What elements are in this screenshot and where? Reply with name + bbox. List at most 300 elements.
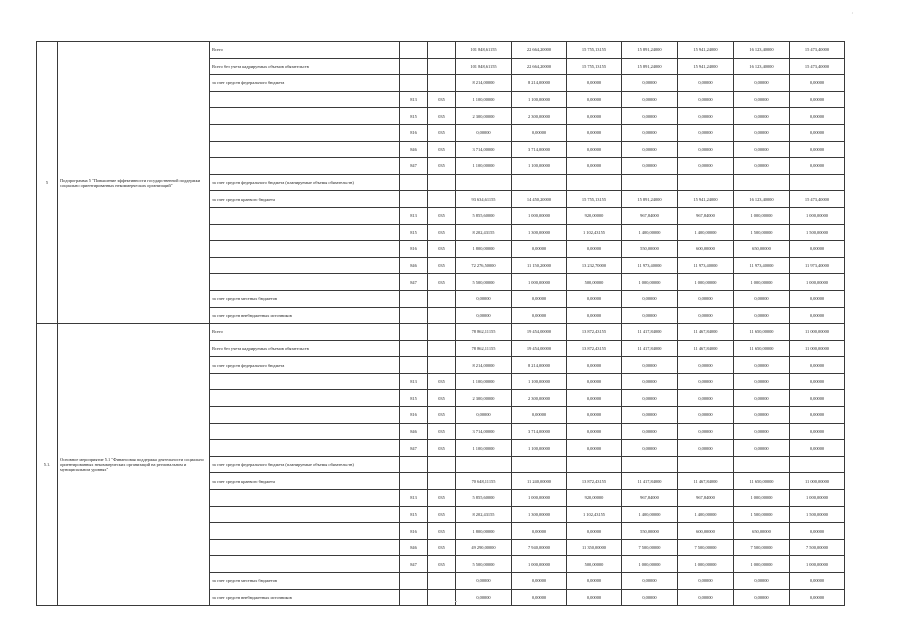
amount-cell <box>512 456 567 473</box>
section-code-cell: 035 <box>428 158 456 175</box>
amount-cell: 1 500,00000 <box>790 506 845 523</box>
section-code-cell: 035 <box>428 523 456 540</box>
amount-cell <box>734 174 790 191</box>
amount-cell: 0,00000 <box>678 589 734 606</box>
amount-cell: 15 941,24000 <box>678 42 734 59</box>
amount-cell: 78 862,11155 <box>456 340 512 357</box>
amount-cell: 16 123,40000 <box>734 42 790 59</box>
row-description: за счет средств федерального бюджета (планируемые объемы обязательств) <box>210 174 400 191</box>
amount-cell: 0,00000 <box>734 307 790 324</box>
scan-speck <box>455 601 457 602</box>
amount-cell: 13 872,43155 <box>567 473 622 490</box>
amount-cell: 0,00000 <box>622 589 678 606</box>
amount-cell: 15 891,24000 <box>622 191 678 208</box>
amount-cell: 650,00000 <box>734 523 790 540</box>
amount-cell <box>512 174 567 191</box>
amount-cell: 22 664,20000 <box>512 58 567 75</box>
amount-cell: 8 214,00000 <box>512 357 567 374</box>
amount-cell: 0,00000 <box>734 573 790 590</box>
amount-cell: 1 400,00000 <box>622 224 678 241</box>
amount-cell: 3 714,00000 <box>512 141 567 158</box>
row-description <box>210 91 400 108</box>
amount-cell: 0,00000 <box>678 141 734 158</box>
amount-cell: 0,00000 <box>622 290 678 307</box>
amount-cell <box>622 456 678 473</box>
amount-cell: 1 100,00000 <box>456 158 512 175</box>
grbs-code-cell: 847 <box>400 158 428 175</box>
section-code-cell: 035 <box>428 224 456 241</box>
amount-cell: 1 100,00000 <box>456 440 512 457</box>
amount-cell: 0,00000 <box>678 373 734 390</box>
amount-cell: 0,00000 <box>790 407 845 424</box>
amount-cell: 11 973,40000 <box>734 257 790 274</box>
amount-cell: 920,00000 <box>567 490 622 507</box>
amount-cell: 0,00000 <box>567 523 622 540</box>
amount-cell: 0,00000 <box>790 241 845 258</box>
amount-cell: 920,00000 <box>567 207 622 224</box>
section-code-cell: 035 <box>428 91 456 108</box>
amount-cell: 0,00000 <box>734 423 790 440</box>
section-code-cell: 035 <box>428 539 456 556</box>
amount-cell: 15 473,40000 <box>790 191 845 208</box>
amount-cell: 0,00000 <box>567 290 622 307</box>
amount-cell: 0,00000 <box>622 307 678 324</box>
grbs-code-cell: 813 <box>400 207 428 224</box>
row-description <box>210 423 400 440</box>
amount-cell: 1 000,00000 <box>622 556 678 573</box>
row-description <box>210 257 400 274</box>
section-code-cell: 035 <box>428 124 456 141</box>
amount-cell: 967,84000 <box>678 207 734 224</box>
amount-cell: 13 232,70000 <box>567 257 622 274</box>
amount-cell: 967,84000 <box>622 207 678 224</box>
grbs-code-cell: 847 <box>400 556 428 573</box>
amount-cell: 0,00000 <box>622 407 678 424</box>
amount-cell: 1 400,00000 <box>622 506 678 523</box>
amount-cell: 15 941,24000 <box>678 191 734 208</box>
amount-cell: 0,00000 <box>512 124 567 141</box>
amount-cell <box>678 456 734 473</box>
amount-cell: 0,00000 <box>512 573 567 590</box>
amount-cell: 11 650,00000 <box>734 473 790 490</box>
amount-cell: 0,00000 <box>734 390 790 407</box>
amount-cell: 2 300,00000 <box>512 108 567 125</box>
amount-cell <box>567 456 622 473</box>
row-description: за счет средств внебюджетных источников <box>210 307 400 324</box>
grbs-code-cell <box>400 357 428 374</box>
section-code-cell: 035 <box>428 241 456 258</box>
amount-cell: 0,00000 <box>790 523 845 540</box>
section-code-cell: 035 <box>428 390 456 407</box>
amount-cell: 1 000,00000 <box>790 556 845 573</box>
amount-cell: 0,00000 <box>622 108 678 125</box>
row-description <box>210 224 400 241</box>
section-name: Основное мероприятие 5.1 "Финансовая поддержка деятельности социально ориентированных некоммерческих организаций на региональном и муниципальном уровнях" <box>58 324 210 606</box>
amount-cell: 0,00000 <box>567 390 622 407</box>
row-description <box>210 207 400 224</box>
section-code-cell <box>428 357 456 374</box>
amount-cell: 3 714,00000 <box>456 423 512 440</box>
row-description: за счет средств федерального бюджета <box>210 357 400 374</box>
amount-cell: 0,00000 <box>678 407 734 424</box>
amount-cell: 0,00000 <box>456 307 512 324</box>
amount-cell: 1 100,00000 <box>512 440 567 457</box>
amount-cell: 0,00000 <box>622 158 678 175</box>
grbs-code-cell <box>400 340 428 357</box>
row-description <box>210 556 400 573</box>
amount-cell: 1 000,00000 <box>512 207 567 224</box>
amount-cell: 101 848,61155 <box>456 58 512 75</box>
amount-cell: 1 000,00000 <box>734 274 790 291</box>
row-description <box>210 373 400 390</box>
section-code-cell <box>428 42 456 59</box>
amount-cell: 11 350,00000 <box>567 539 622 556</box>
amount-cell: 1 000,00000 <box>734 556 790 573</box>
grbs-code-cell <box>400 174 428 191</box>
amount-cell <box>790 456 845 473</box>
section-code-cell: 035 <box>428 490 456 507</box>
amount-cell <box>456 174 512 191</box>
amount-cell: 15 891,24000 <box>622 58 678 75</box>
amount-cell: 8 202,43155 <box>456 224 512 241</box>
amount-cell: 0,00000 <box>512 589 567 606</box>
grbs-code-cell <box>400 75 428 92</box>
grbs-code-cell <box>400 573 428 590</box>
amount-cell: 0,00000 <box>567 357 622 374</box>
amount-cell: 0,00000 <box>790 440 845 457</box>
amount-cell: 0,00000 <box>678 290 734 307</box>
row-description <box>210 390 400 407</box>
amount-cell: 1 000,00000 <box>678 556 734 573</box>
amount-cell: 0,00000 <box>512 290 567 307</box>
amount-cell: 11 973,40000 <box>790 257 845 274</box>
amount-cell: 0,00000 <box>790 290 845 307</box>
amount-cell: 1 500,00000 <box>734 506 790 523</box>
row-description: Всего <box>210 324 400 341</box>
section-code-cell: 035 <box>428 440 456 457</box>
amount-cell: 0,00000 <box>567 407 622 424</box>
amount-cell: 11 417,84000 <box>622 324 678 341</box>
amount-cell: 1 100,00000 <box>512 91 567 108</box>
amount-cell: 0,00000 <box>512 407 567 424</box>
amount-cell: 1 100,00000 <box>456 373 512 390</box>
amount-cell: 500,00000 <box>567 274 622 291</box>
budget-table <box>36 41 845 606</box>
section-code-cell <box>428 589 456 606</box>
grbs-code-cell: 816 <box>400 124 428 141</box>
amount-cell: 0,00000 <box>734 357 790 374</box>
section-code-cell <box>428 58 456 75</box>
section-code-cell: 035 <box>428 108 456 125</box>
table-row <box>37 42 845 59</box>
row-description <box>210 506 400 523</box>
amount-cell: 0,00000 <box>790 390 845 407</box>
row-description: Всего без учета кадрируемых объемов обязательств <box>210 58 400 75</box>
amount-cell: 19 454,00000 <box>512 324 567 341</box>
amount-cell: 0,00000 <box>790 357 845 374</box>
row-description: Всего <box>210 42 400 59</box>
amount-cell <box>456 456 512 473</box>
amount-cell: 0,00000 <box>456 573 512 590</box>
amount-cell: 0,00000 <box>622 373 678 390</box>
amount-cell: 0,00000 <box>790 423 845 440</box>
amount-cell: 1 400,00000 <box>678 224 734 241</box>
section-code-cell: 035 <box>428 423 456 440</box>
amount-cell: 0,00000 <box>567 141 622 158</box>
grbs-code-cell <box>400 42 428 59</box>
amount-cell: 8 202,43155 <box>456 506 512 523</box>
amount-cell: 0,00000 <box>678 75 734 92</box>
amount-cell: 11 417,84000 <box>622 340 678 357</box>
amount-cell: 0,00000 <box>790 158 845 175</box>
amount-cell: 0,00000 <box>678 307 734 324</box>
amount-cell: 650,00000 <box>734 241 790 258</box>
amount-cell: 72 276,50000 <box>456 257 512 274</box>
section-code-cell <box>428 191 456 208</box>
amount-cell: 2 300,00000 <box>512 390 567 407</box>
section-code-cell <box>428 290 456 307</box>
amount-cell: 600,00000 <box>678 523 734 540</box>
section-code-cell: 035 <box>428 556 456 573</box>
amount-cell: 0,00000 <box>456 124 512 141</box>
row-description: за счет средств местных бюджетов <box>210 573 400 590</box>
amount-cell: 2 300,00000 <box>456 390 512 407</box>
amount-cell: 11 973,40000 <box>622 257 678 274</box>
amount-cell: 5 500,00000 <box>456 274 512 291</box>
amount-cell: 22 664,20000 <box>512 42 567 59</box>
grbs-code-cell <box>400 324 428 341</box>
amount-cell: 11 000,00000 <box>790 473 845 490</box>
amount-cell: 11 467,84000 <box>678 324 734 341</box>
grbs-code-cell: 847 <box>400 274 428 291</box>
amount-cell: 1 300,00000 <box>512 224 567 241</box>
amount-cell: 967,84000 <box>622 490 678 507</box>
amount-cell: 1 800,00000 <box>456 523 512 540</box>
section-name: Подпрограмма 5 "Повышение эффективности государственной поддержки социально ориентированных некоммерческих организаций" <box>58 42 210 324</box>
amount-cell: 0,00000 <box>734 290 790 307</box>
amount-cell: 0,00000 <box>734 440 790 457</box>
amount-cell: 11 973,40000 <box>678 257 734 274</box>
amount-cell: 500,00000 <box>567 556 622 573</box>
section-index: 5.1. <box>37 324 58 606</box>
section-code-cell: 035 <box>428 257 456 274</box>
amount-cell: 15 941,24000 <box>678 58 734 75</box>
amount-cell: 14 450,20000 <box>512 191 567 208</box>
amount-cell: 0,00000 <box>622 124 678 141</box>
table-body <box>37 42 845 606</box>
amount-cell: 1 102,43155 <box>567 224 622 241</box>
section-index: 5 <box>37 42 58 324</box>
amount-cell: 0,00000 <box>567 589 622 606</box>
amount-cell: 0,00000 <box>456 589 512 606</box>
amount-cell: 0,00000 <box>734 108 790 125</box>
amount-cell: 0,00000 <box>567 241 622 258</box>
amount-cell: 70 648,11155 <box>456 473 512 490</box>
grbs-code-cell: 846 <box>400 539 428 556</box>
amount-cell: 13 872,43155 <box>567 340 622 357</box>
amount-cell: 0,00000 <box>567 91 622 108</box>
row-description: за счет средств федерального бюджета (планируемые объемы обязательств) <box>210 456 400 473</box>
amount-cell: 1 000,00000 <box>678 274 734 291</box>
grbs-code-cell: 813 <box>400 490 428 507</box>
amount-cell: 1 000,00000 <box>734 490 790 507</box>
amount-cell: 5 500,00000 <box>456 556 512 573</box>
section-code-cell: 035 <box>428 207 456 224</box>
grbs-code-cell: 847 <box>400 440 428 457</box>
amount-cell: 11 467,84000 <box>678 473 734 490</box>
amount-cell: 0,00000 <box>734 407 790 424</box>
grbs-code-cell <box>400 456 428 473</box>
amount-cell: 0,00000 <box>678 390 734 407</box>
grbs-code-cell: 816 <box>400 407 428 424</box>
section-code-cell: 035 <box>428 373 456 390</box>
amount-cell: 0,00000 <box>512 241 567 258</box>
amount-cell: 0,00000 <box>512 307 567 324</box>
amount-cell <box>567 174 622 191</box>
amount-cell: 0,00000 <box>678 357 734 374</box>
row-description <box>210 407 400 424</box>
row-description <box>210 539 400 556</box>
amount-cell: 19 454,00000 <box>512 340 567 357</box>
section-code-cell <box>428 573 456 590</box>
amount-cell: 11 000,00000 <box>790 340 845 357</box>
amount-cell: 1 500,00000 <box>790 224 845 241</box>
amount-cell: 0,00000 <box>678 440 734 457</box>
amount-cell: 1 500,00000 <box>734 224 790 241</box>
amount-cell: 0,00000 <box>622 573 678 590</box>
amount-cell: 0,00000 <box>790 589 845 606</box>
amount-cell: 8 214,00000 <box>456 75 512 92</box>
amount-cell: 0,00000 <box>567 423 622 440</box>
amount-cell: 11 150,20000 <box>512 257 567 274</box>
amount-cell: 1 000,00000 <box>512 490 567 507</box>
amount-cell: 15 891,24000 <box>622 42 678 59</box>
amount-cell: 0,00000 <box>622 423 678 440</box>
section-code-cell <box>428 340 456 357</box>
amount-cell: 16 123,40000 <box>734 58 790 75</box>
amount-cell: 0,00000 <box>734 373 790 390</box>
amount-cell: 13 872,43155 <box>567 324 622 341</box>
section-code-cell: 035 <box>428 407 456 424</box>
amount-cell: 1 000,00000 <box>790 207 845 224</box>
amount-cell: 11 240,00000 <box>512 473 567 490</box>
grbs-code-cell <box>400 589 428 606</box>
amount-cell: 0,00000 <box>734 75 790 92</box>
amount-cell: 0,00000 <box>678 124 734 141</box>
amount-cell: 1 800,00000 <box>456 241 512 258</box>
grbs-code-cell <box>400 58 428 75</box>
amount-cell: 1 300,00000 <box>512 506 567 523</box>
amount-cell: 3 714,00000 <box>456 141 512 158</box>
amount-cell: 8 214,00000 <box>512 75 567 92</box>
amount-cell: 2 300,00000 <box>456 108 512 125</box>
amount-cell: 600,00000 <box>678 241 734 258</box>
amount-cell: 1 100,00000 <box>456 91 512 108</box>
row-description <box>210 158 400 175</box>
amount-cell: 0,00000 <box>734 91 790 108</box>
amount-cell: 0,00000 <box>567 75 622 92</box>
grbs-code-cell: 815 <box>400 506 428 523</box>
section-code-cell <box>428 324 456 341</box>
grbs-code-cell: 846 <box>400 257 428 274</box>
amount-cell: 0,00000 <box>678 108 734 125</box>
amount-cell: 0,00000 <box>790 573 845 590</box>
grbs-code-cell: 813 <box>400 91 428 108</box>
amount-cell: 0,00000 <box>734 589 790 606</box>
amount-cell: 1 000,00000 <box>790 274 845 291</box>
amount-cell: 0,00000 <box>622 141 678 158</box>
amount-cell: 1 000,00000 <box>790 490 845 507</box>
row-description <box>210 523 400 540</box>
amount-cell: 0,00000 <box>567 373 622 390</box>
amount-cell: 0,00000 <box>790 108 845 125</box>
amount-cell: 0,00000 <box>622 357 678 374</box>
section-code-cell <box>428 473 456 490</box>
amount-cell: 11 650,00000 <box>734 340 790 357</box>
grbs-code-cell <box>400 290 428 307</box>
amount-cell: 0,00000 <box>567 158 622 175</box>
row-description: за счет средств федерального бюджета <box>210 75 400 92</box>
amount-cell: 15 473,40000 <box>790 58 845 75</box>
amount-cell: 0,00000 <box>734 158 790 175</box>
amount-cell: 5 855,60000 <box>456 490 512 507</box>
amount-cell: 1 100,00000 <box>512 158 567 175</box>
row-description: за счет средств краевого бюджета <box>210 191 400 208</box>
amount-cell: 0,00000 <box>734 141 790 158</box>
row-description <box>210 274 400 291</box>
amount-cell: 7 500,00000 <box>622 539 678 556</box>
row-description <box>210 141 400 158</box>
amount-cell: 0,00000 <box>678 158 734 175</box>
amount-cell: 15 755,13155 <box>567 191 622 208</box>
amount-cell: 967,84000 <box>678 490 734 507</box>
amount-cell: 0,00000 <box>790 141 845 158</box>
amount-cell: 78 862,11155 <box>456 324 512 341</box>
amount-cell: 550,00000 <box>622 523 678 540</box>
amount-cell: 1 400,00000 <box>678 506 734 523</box>
amount-cell: 0,00000 <box>678 91 734 108</box>
amount-cell <box>790 174 845 191</box>
amount-cell: 101 848,61155 <box>456 42 512 59</box>
row-description: за счет средств краевого бюджета <box>210 473 400 490</box>
amount-cell: 0,00000 <box>790 373 845 390</box>
amount-cell: 8 214,00000 <box>456 357 512 374</box>
amount-cell: 550,00000 <box>622 241 678 258</box>
grbs-code-cell <box>400 307 428 324</box>
amount-cell: 0,00000 <box>678 423 734 440</box>
amount-cell: 0,00000 <box>567 307 622 324</box>
amount-cell: 7 940,00000 <box>512 539 567 556</box>
section-code-cell: 035 <box>428 274 456 291</box>
grbs-code-cell: 815 <box>400 108 428 125</box>
grbs-code-cell <box>400 473 428 490</box>
row-description <box>210 108 400 125</box>
amount-cell: 0,00000 <box>567 573 622 590</box>
section-code-cell: 035 <box>428 141 456 158</box>
amount-cell: 1 000,00000 <box>734 207 790 224</box>
amount-cell: 1 000,00000 <box>512 274 567 291</box>
row-description <box>210 490 400 507</box>
grbs-code-cell: 813 <box>400 373 428 390</box>
row-description: Всего без учета кадрируемых объемов обязательств <box>210 340 400 357</box>
amount-cell: 0,00000 <box>512 523 567 540</box>
amount-cell: 0,00000 <box>622 440 678 457</box>
section-code-cell <box>428 456 456 473</box>
amount-cell: 0,00000 <box>678 573 734 590</box>
amount-cell: 3 714,00000 <box>512 423 567 440</box>
amount-cell <box>622 174 678 191</box>
row-description <box>210 124 400 141</box>
